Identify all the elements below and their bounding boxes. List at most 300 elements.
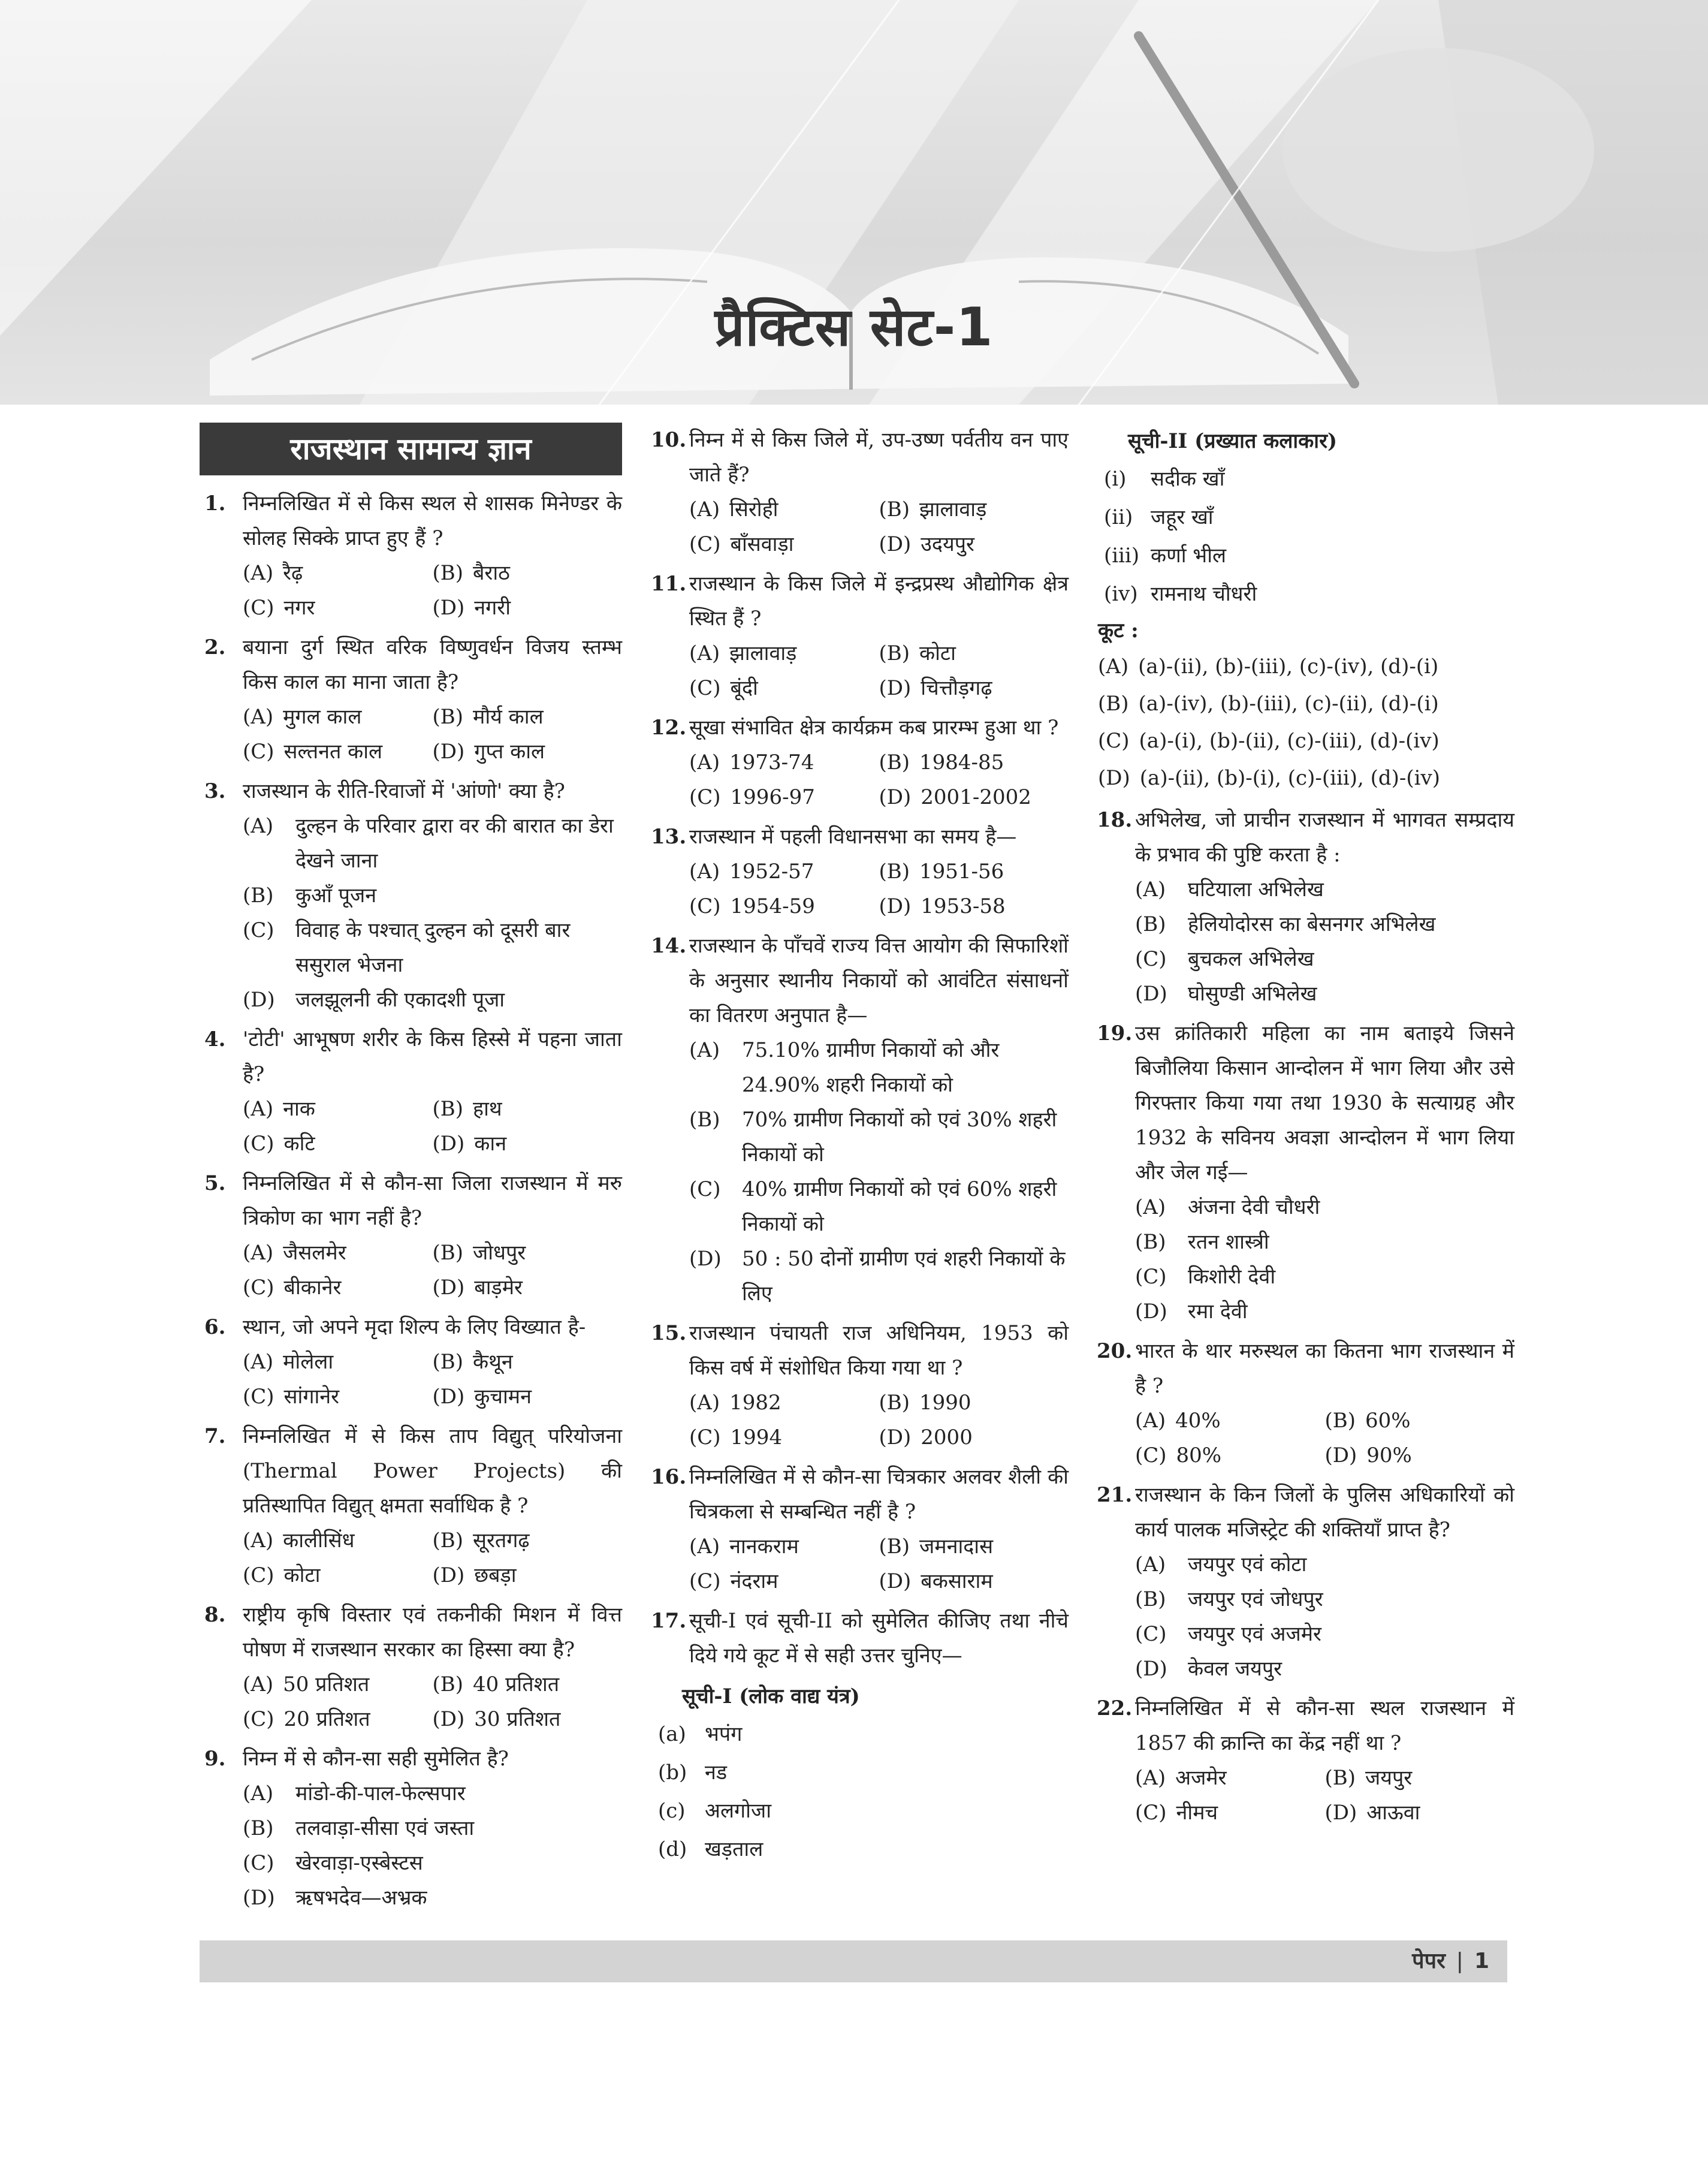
question-item [1092,803,1514,1011]
item-text: खड़ताल [705,1837,764,1861]
answer-option [243,1667,433,1702]
question-text: निम्नलिखित में से किस ताप विद्युत् परियोजना (Thermal Power Projects) की प्रतिस्थापित विद्युत् क्षमता सर्वाधिक है ? [243,1424,622,1518]
option-list [243,1667,622,1737]
option-label: (B) [243,1816,274,1840]
footer-page-info [1412,1940,1489,1982]
option-text: 2001-2002 [921,785,1031,809]
option-label: (A) [243,1097,274,1121]
option-text: किशोरी देवी [1188,1265,1276,1289]
option-text: 1954-59 [730,894,815,918]
option-text: छबड़ा [474,1563,517,1587]
option-text: कैथून [473,1350,513,1374]
option-text: नानकराम [729,1535,799,1559]
option-label: (D) [879,1425,912,1449]
question-item [1092,1478,1514,1686]
answer-option [1135,942,1514,976]
list1-item [646,1715,1069,1753]
answer-option [243,1702,433,1737]
answer-option [243,1558,433,1593]
answer-option [433,1126,623,1161]
option-list [243,809,622,1017]
question-number: 18. [1097,808,1133,832]
list1-items [646,1715,1069,1868]
option-list [243,1092,622,1161]
option-label: (C) [689,1177,721,1201]
question-item [646,566,1069,706]
answer-option [879,889,1069,924]
question-item [200,630,622,769]
option-text: कुआँ पूजन [295,884,377,908]
option-text: कान [474,1132,507,1156]
option-label: (C) [689,785,721,809]
item-text: (a)-(i), (b)-(ii), (c)-(iii), (d)-(iv) [1139,729,1440,753]
item-label: (a) [658,1722,686,1746]
answer-option [689,1529,879,1564]
question-number: 5. [204,1171,226,1195]
question-item [646,1316,1069,1455]
list2-item [1092,575,1514,613]
option-text: अंजना देवी चौधरी [1188,1195,1320,1219]
option-text: बकसाराम [921,1569,993,1593]
answer-option [433,734,623,769]
question-number: 14. [651,934,687,958]
answer-option [243,913,622,982]
answer-option [689,1172,1069,1241]
option-text: 50 : 50 दोनों ग्रामीण एवं शहरी निकायों के लिए [742,1247,1066,1306]
question-number: 21. [1097,1483,1133,1507]
option-text: केवल जयपुर [1188,1657,1282,1681]
answer-option [879,1385,1069,1420]
option-label: (D) [1324,1801,1357,1825]
question-item [646,1604,1069,1673]
answer-option [689,780,879,815]
page-number: 1 [1474,1949,1489,1973]
question-text: निम्नलिखित में से कौन-सा जिला राजस्थान में मरु त्रिकोण का भाग नहीं है? [243,1171,622,1230]
answer-option [689,854,879,889]
question-item [646,819,1069,924]
answer-option [243,982,622,1017]
list1-item [646,1753,1069,1792]
option-label: (C) [243,1276,274,1300]
option-label: (A) [689,1535,720,1559]
option-list [243,1776,622,1915]
option-list [689,854,1069,924]
option-list [689,636,1069,706]
option-text: ऋषभदेव—अभ्रक [295,1886,427,1910]
answer-option [1135,1225,1514,1259]
page-title: प्रैक्टिस सेट-1 [714,296,994,358]
answer-option [243,809,622,878]
answer-option [879,527,1069,562]
option-label: (B) [432,561,464,585]
option-text: गुप्त काल [474,740,545,764]
section-header: राजस्थान सामान्य ज्ञान [200,423,622,475]
question-text: भारत के थार मरुस्थल का कितना भाग राजस्थान में है ? [1135,1339,1514,1398]
item-label: (C) [1098,729,1130,753]
answer-option [1135,1190,1514,1225]
answer-option [433,1667,623,1702]
question-item [200,486,622,625]
question-item [200,1166,622,1305]
option-text: घटियाला अभिलेख [1188,878,1324,902]
option-text: अजमेर [1175,1766,1227,1790]
option-label: (D) [1135,982,1167,1006]
question-number: 17. [651,1609,687,1633]
option-label: (D) [689,1247,722,1271]
answer-option [1325,1438,1515,1473]
item-label: (iv) [1104,582,1138,606]
option-label: (B) [879,1535,910,1559]
koot-option [1092,685,1514,722]
question-item [646,423,1069,562]
option-label: (B) [432,1350,464,1374]
question-number: 19. [1097,1021,1133,1045]
option-text: मांडो-की-पाल-फेल्सपार [295,1782,466,1806]
answer-option [243,1811,622,1846]
answer-option [689,1102,1069,1172]
option-label: (D) [243,1886,275,1910]
option-list [243,700,622,769]
answer-option [689,1420,879,1455]
option-text: 1952-57 [729,860,814,884]
option-label: (A) [1135,878,1166,902]
option-text: हेलियोदोरस का बेसनगर अभिलेख [1188,912,1436,936]
option-label: (C) [689,532,721,556]
option-list [243,1523,622,1593]
option-label: (C) [1135,1443,1167,1467]
option-label: (D) [432,740,465,764]
item-label: (d) [658,1837,687,1861]
question-item [200,1419,622,1593]
question-item [1092,1691,1514,1830]
option-text: जयपुर [1365,1766,1413,1790]
item-label: (B) [1098,692,1129,716]
option-text: सिरोही [729,498,778,522]
answer-option [243,734,433,769]
option-text: नगर [283,596,315,620]
question-number: 20. [1097,1339,1133,1363]
question-text: निम्न में से किस जिले में, उप-उष्ण पर्वतीय वन पाए जाते हैं? [689,428,1069,487]
answer-option [433,556,623,590]
option-text: कटि [283,1132,315,1156]
answer-option [433,590,623,625]
question-text: अभिलेख, जो प्राचीन राजस्थान में भागवत सम्प्रदाय के प्रभाव की पुष्टि करता है : [1135,808,1514,867]
answer-option [1135,1438,1325,1473]
answer-option [879,1564,1069,1599]
koot-options [1092,648,1514,797]
item-text: अलगोजा [705,1799,772,1823]
option-label: (A) [243,1241,274,1265]
item-text: नड [705,1761,728,1785]
option-label: (D) [432,596,465,620]
option-text: तलवाड़ा-सीसा एवं जस्ता [295,1816,475,1840]
list1-item [646,1792,1069,1830]
answer-option [1135,872,1514,907]
answer-option [879,1420,1069,1455]
question-item [200,1598,622,1737]
option-text: विवाह के पश्चात् दुल्हन को दूसरी बार ससुराल भेजना [295,918,571,977]
option-text: मोलेला [283,1350,334,1374]
option-text: 1984-85 [919,751,1004,774]
question-number: 13. [651,825,687,849]
answer-option [433,1270,623,1305]
column-1 [200,423,622,1920]
option-label: (B) [689,1108,720,1132]
answer-option [879,492,1069,527]
option-text: बाड़मेर [474,1276,523,1300]
option-text: 1982 [729,1391,781,1415]
option-label: (B) [1324,1766,1356,1790]
option-text: जयपुर एवं अजमेर [1188,1622,1321,1646]
answer-option [243,1235,433,1270]
question-number: 1. [204,492,226,516]
list1-item [646,1830,1069,1868]
option-label: (C) [243,918,274,942]
option-label: (A) [243,1350,274,1374]
answer-option [243,1379,433,1414]
answer-option [1135,976,1514,1011]
option-label: (B) [432,1529,464,1553]
option-label: (B) [432,1241,464,1265]
option-text: 90% [1366,1443,1412,1467]
answer-option [689,492,879,527]
question-text: सूखा संभावित क्षेत्र कार्यक्रम कब प्रारम्भ हुआ था ? [689,716,1059,740]
answer-option [1135,1795,1325,1830]
footer-separator: | [1456,1949,1463,1973]
question-list [1092,803,1514,1830]
list2-item [1092,460,1514,498]
option-label: (C) [689,676,721,700]
question-item [200,1022,622,1161]
answer-option [243,556,433,590]
question-list [200,486,622,1915]
answer-option [1135,1617,1514,1651]
option-text: सूरतगढ़ [473,1529,530,1553]
option-label: (C) [243,1385,274,1409]
answer-option [243,590,433,625]
option-label: (B) [879,498,910,522]
option-label: (A) [243,814,274,838]
question-text: सूची-I एवं सूची-II को सुमेलित कीजिए तथा नीचे दिये गये कूट में से सही उत्तर चुनिए— [689,1609,1069,1668]
option-label: (C) [1135,947,1167,971]
option-text: बूंदी [730,676,758,700]
list2-item [1092,537,1514,575]
koot-option [1092,722,1514,759]
answer-option [689,671,879,706]
option-list [689,492,1069,562]
option-label: (A) [243,705,274,729]
item-label: (D) [1098,766,1130,790]
option-text: बीकानेर [283,1276,342,1300]
option-label: (A) [1135,1195,1166,1219]
question-text: राजस्थान के रीति-रिवाजों में 'आंणो' क्या है? [243,779,565,803]
option-text: 1953-58 [921,894,1006,918]
answer-option [879,636,1069,671]
option-label: (D) [879,785,912,809]
question-item [646,710,1069,815]
option-label: (C) [1135,1622,1167,1646]
answer-option [689,1564,879,1599]
option-text: झालावाड़ [919,498,987,522]
option-label: (C) [243,1851,274,1875]
answer-option [1135,1761,1325,1795]
option-label: (C) [1135,1801,1167,1825]
list2-title: सूची-II (प्रख्यात कलाकार) [1128,429,1338,453]
option-label: (B) [432,705,464,729]
option-text: घोसुण्डी अभिलेख [1188,982,1317,1006]
answer-option [243,1846,622,1880]
option-list [689,1529,1069,1599]
question-text: निम्नलिखित में से कौन-सा चित्रकार अलवर शैली की चित्रकला से सम्बन्धित नहीं है ? [689,1465,1069,1524]
question-text: निम्नलिखित में से कौन-सा स्थल राजस्थान में 1857 की क्रान्ति का केंद्र नहीं था ? [1135,1696,1514,1755]
question-item [200,1741,622,1915]
item-text: कर्णा भील [1151,544,1227,568]
option-label: (D) [432,1563,465,1587]
question-number: 3. [204,779,226,803]
answer-option [433,1345,623,1379]
option-text: 1996-97 [730,785,815,809]
question-item [646,1460,1069,1599]
question-number: 12. [651,716,687,740]
question-text: राजस्थान के पाँचवें राज्य वित्त आयोग की सिफारिशों के अनुसार स्थानीय निकायों को आवंटित संसाधनों का वितरण अनुपात है— [689,934,1069,1027]
option-text: 70% ग्रामीण निकायों को एवं 30% शहरी निकायों को [742,1108,1057,1167]
option-text: जमनादास [919,1535,994,1559]
option-label: (A) [1135,1766,1166,1790]
column-2 [646,423,1069,1868]
question-text: स्थान, जो अपने मृदा शिल्प के लिए विख्यात है- [243,1315,586,1339]
answer-option [879,1529,1069,1564]
option-text: 40% ग्रामीण निकायों को एवं 60% शहरी निकायों को [742,1177,1057,1236]
option-label: (B) [1135,1587,1166,1611]
option-label: (D) [1135,1657,1167,1681]
answer-option [243,1270,433,1305]
option-text: जैसलमेर [283,1241,346,1265]
question-number: 6. [204,1315,226,1339]
option-list [1135,1761,1514,1830]
option-list [1135,1190,1514,1329]
option-text: 1990 [919,1391,971,1415]
option-label: (A) [243,1529,274,1553]
option-text: रमा देवी [1188,1300,1248,1324]
option-label: (B) [879,641,910,665]
question-text: राजस्थान पंचायती राज अधिनियम, 1953 को किस वर्ष में संशोधित किया गया था ? [689,1321,1069,1380]
question-item [1092,1016,1514,1329]
option-list [1135,1547,1514,1686]
option-label: (B) [879,1391,910,1415]
column-3 [1092,423,1514,1835]
item-text: भपंग [705,1722,743,1746]
question-number: 9. [204,1747,226,1771]
list2-items [1092,460,1514,613]
option-text: रैढ़ [283,561,303,585]
list2-item [1092,498,1514,537]
option-text: नीमच [1176,1801,1218,1825]
option-label: (B) [432,1097,464,1121]
answer-option [433,1558,623,1593]
option-list [1135,1403,1514,1473]
option-text: बैराठ [473,561,510,585]
option-label: (D) [243,988,275,1012]
question-text: 'टोटी' आभूषण शरीर के किस हिस्से में पहना जाता है? [243,1027,622,1086]
item-label: (c) [658,1799,686,1823]
q17-koot [1092,613,1514,797]
answer-option [433,1702,623,1737]
question-text: उस क्रांतिकारी महिला का नाम बताइये जिसने बिजौलिया किसान आन्दोलन में भाग लिया और उसे गिरफ्तार किया गया तथा 1930 के सत्याग्रह और 1932 के सविनय अवज्ञा आन्दोलन में भाग लिया और जेल गई— [1135,1021,1514,1185]
option-label: (B) [432,1672,464,1696]
option-label: (A) [689,1391,720,1415]
option-text: 40% [1175,1409,1221,1433]
question-text: निम्न में से कौन-सा सही सुमेलित है? [243,1747,509,1771]
option-text: नगरी [474,596,511,620]
answer-option [879,671,1069,706]
item-text: (a)-(ii), (b)-(i), (c)-(iii), (d)-(iv) [1139,766,1440,790]
option-label: (B) [1135,912,1166,936]
answer-option [689,889,879,924]
answer-option [243,1092,433,1126]
item-label: (i) [1104,467,1127,491]
item-label: (b) [658,1761,687,1785]
question-text: राजस्थान के किस जिले में इन्द्रप्रस्थ औद्योगिक क्षेत्र स्थित हैं ? [689,572,1069,631]
option-label: (C) [243,740,274,764]
option-text: 50 प्रतिशत [283,1672,370,1696]
koot-title: कूट : [1098,619,1139,643]
answer-option [689,745,879,780]
option-label: (C) [1135,1265,1167,1289]
option-list [689,745,1069,815]
q17-list1 [646,1678,1069,1868]
answer-option [433,1523,623,1558]
item-text: (a)-(iv), (b)-(iii), (c)-(ii), (d)-(i) [1138,692,1439,716]
question-text: निम्नलिखित में से किस स्थल से शासक मिनेण्डर के सोलह सिक्के प्राप्त हुए हैं ? [243,492,622,550]
answer-option [1135,1259,1514,1294]
option-label: (A) [243,1672,274,1696]
option-text: जयपुर एवं कोटा [1188,1553,1307,1577]
answer-option [689,527,879,562]
option-list [1135,872,1514,1011]
option-text: मुगल काल [283,705,362,729]
option-text: दुल्हन के परिवार द्वारा वर की बारात का डेरा देखने जाना [295,814,614,873]
answer-option [689,1241,1069,1311]
answer-option [689,636,879,671]
option-text: 75.10% ग्रामीण निकायों को और 24.90% शहरी निकायों को [742,1038,1000,1097]
question-item [646,929,1069,1311]
option-label: (C) [243,1132,274,1156]
answer-option [433,1235,623,1270]
question-text: राजस्थान के किन जिलों के पुलिस अधिकारियों को कार्य पालक मजिस्ट्रेट की शक्तियाँ प्राप्त है? [1135,1483,1514,1542]
option-label: (C) [243,1563,274,1587]
option-label: (B) [1324,1409,1356,1433]
option-text: रतन शास्त्री [1188,1230,1269,1254]
question-list [646,423,1069,1673]
option-text: 40 प्रतिशत [473,1672,560,1696]
item-label: (ii) [1104,505,1133,529]
item-label: (iii) [1104,544,1140,568]
item-text: सदीक खाँ [1151,467,1225,491]
option-text: बुचकल अभिलेख [1188,947,1314,971]
option-text: नाक [283,1097,315,1121]
koot-option [1092,759,1514,797]
answer-option [1135,1547,1514,1582]
item-text: जहूर खाँ [1151,505,1214,529]
option-text: 60% [1365,1409,1411,1433]
option-text: सांगानेर [283,1385,340,1409]
option-label: (A) [243,1782,274,1806]
question-text: राष्ट्रीय कृषि विस्तार एवं तकनीकी मिशन में वित्त पोषण में राजस्थान सरकार का हिस्सा क्या है? [243,1603,622,1662]
answer-option [1135,1651,1514,1686]
question-number: 10. [651,428,687,452]
option-label: (D) [879,1569,912,1593]
option-text: झालावाड़ [729,641,797,665]
